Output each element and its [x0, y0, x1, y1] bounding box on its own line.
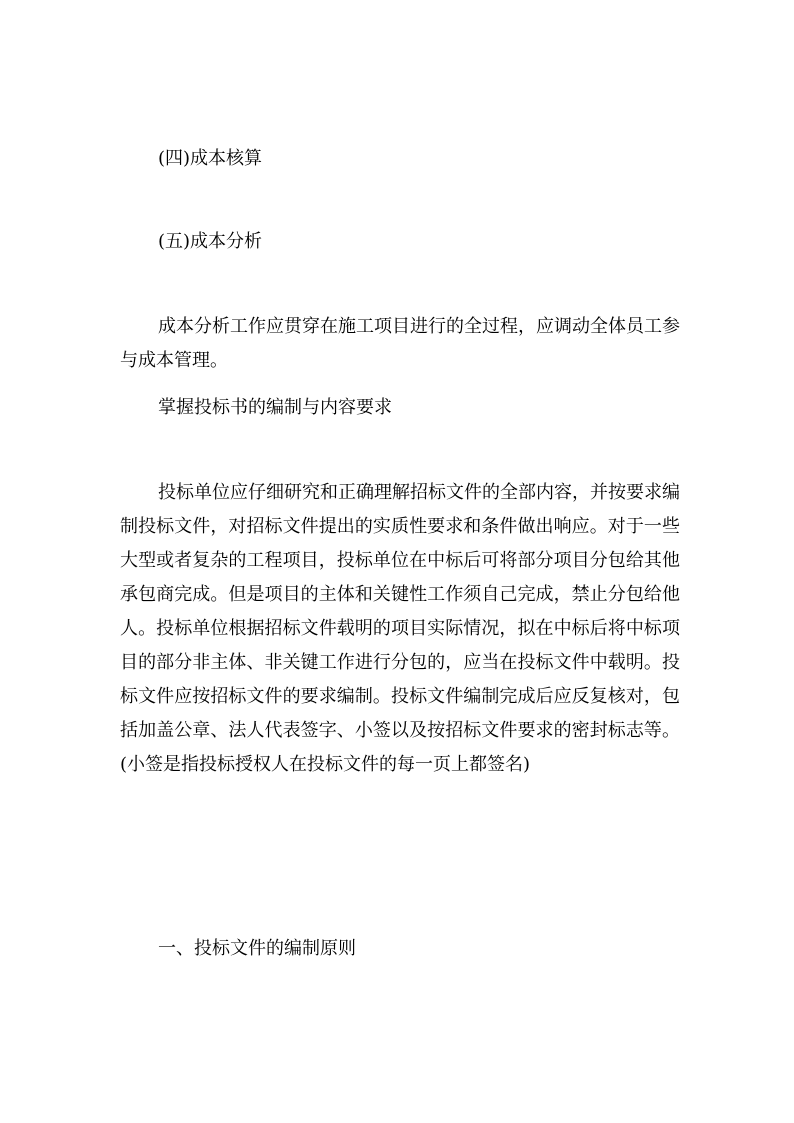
heading-cost-analysis: (五)成本分析	[158, 231, 263, 252]
heading-bid-principles: 一、投标文件的编制原则	[158, 938, 356, 959]
paragraph-cost-analysis: 成本分析工作应贯穿在施工项目进行的全过程，应调动全体员工参与成本管理。	[120, 316, 680, 371]
paragraph-bid-preparation: 投标单位应仔细研究和正确理解招标文件的全部内容，并按要求编制投标文件，对招标文件提出的实质性要求和条件做出响应。对于一些大型或者复杂的工程项目，投标单位在中标后可将部分项目分包给其他承包商完成。但是项目的主体和关键性工作须自己完成，禁止分包给他人。投标单位根据招标文件载明的项目实际情况，拟在中标后将中标项目的部分非主体、非关键工作进行分包的，应当在投标文件中载明。投标文件应按招标文件的要求编制。投标文件编制完成后应反复核对，包括加盖公章、法人代表签字、小签以及按招标文件要求的密封标志等。(小签是指投标授权人在投标文件的每一页上都签名)	[120, 482, 680, 775]
section-title: 掌握投标书的编制与内容要求	[158, 397, 392, 418]
heading-cost-accounting: (四)成本核算	[158, 148, 263, 169]
